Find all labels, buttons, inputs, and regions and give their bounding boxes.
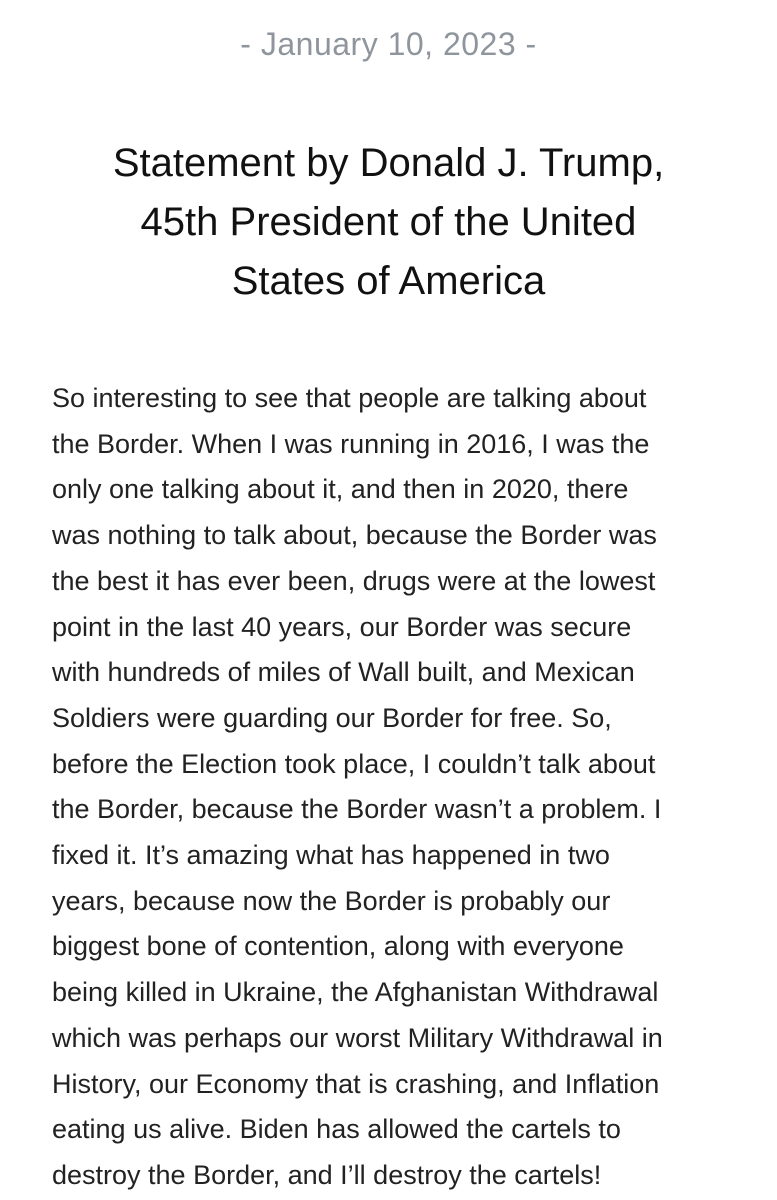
body-line: being killed in Ukraine, the Afghanistan Withdrawal: [52, 977, 659, 1008]
title-line: 45th President of the United: [140, 200, 637, 244]
body-line: with hundreds of miles of Wall built, and Mexican: [52, 657, 635, 688]
body-line: the best it has ever been, drugs were at the lowest: [52, 565, 656, 596]
body-line: only one talking about it, and then in 2020, there: [52, 474, 629, 505]
statement-date: - January 10, 2023 -: [240, 26, 537, 62]
title-line: Statement by Donald J. Trump,: [112, 141, 665, 185]
body-line: point in the last 40 years, our Border was secure: [52, 611, 632, 642]
body-line: Soldiers were guarding our Border for free. So,: [52, 702, 612, 733]
statement-body: [52, 376, 767, 1199]
body-line: before the Election took place, I couldn’t talk about: [52, 748, 656, 779]
body-line: which was perhaps our worst Military Withdrawal in: [52, 1022, 663, 1053]
body-line: destroy the Border, and I’ll destroy the cartels!: [52, 1159, 602, 1190]
body-line: History, our Economy that is crashing, and Inflation: [52, 1068, 660, 1099]
body-line: So interesting to see that people are talking about: [52, 383, 647, 413]
body-line: the Border. When I was running in 2016, I was the: [52, 428, 650, 459]
body-line: years, because now the Border is probably our: [52, 885, 611, 916]
body-line: the Border, because the Border wasn’t a problem. I: [52, 794, 662, 825]
statement-title: [40, 134, 737, 311]
body-line: fixed it. It’s amazing what has happened in two: [52, 840, 610, 871]
body-line: biggest bone of contention, along with everyone: [52, 931, 624, 962]
title-line: States of America: [231, 259, 546, 303]
body-line: was nothing to talk about, because the Border was: [52, 520, 657, 551]
body-line: eating us alive. Biden has allowed the cartels to: [52, 1114, 621, 1145]
